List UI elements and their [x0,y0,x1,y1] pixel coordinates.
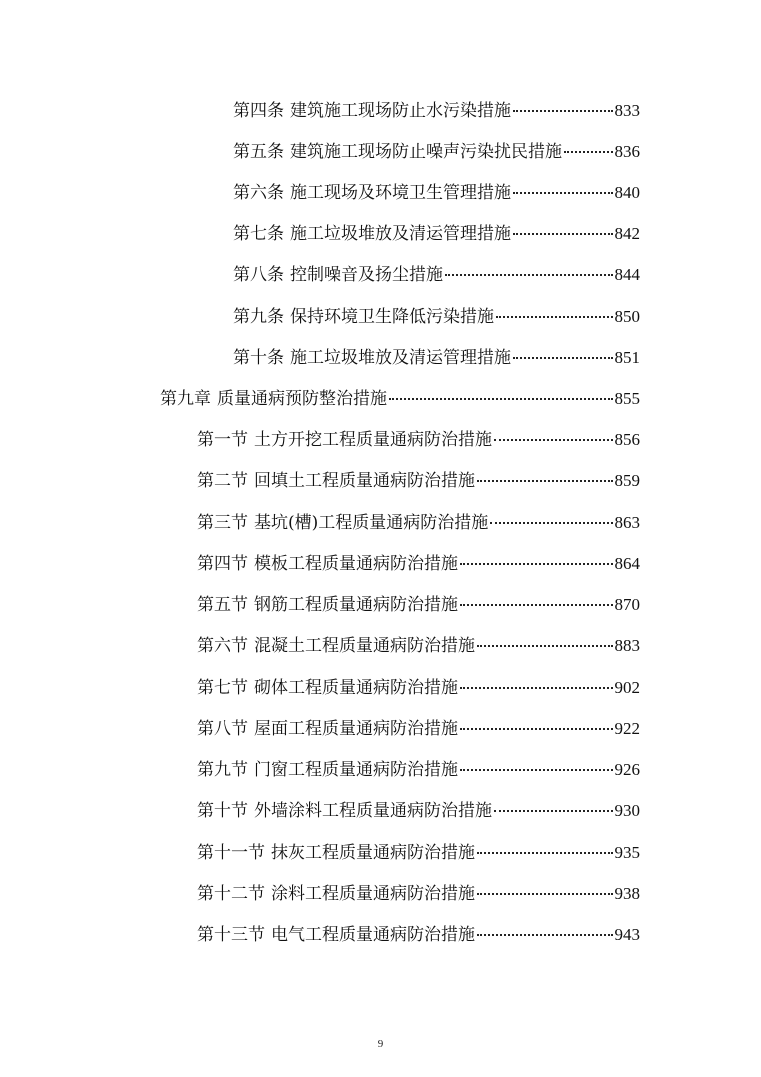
toc-entry[interactable] [233,96,640,126]
toc-entry-page: 836 [614,142,640,161]
toc-entry[interactable] [233,137,640,167]
toc-entry-title: 质量通病预防整治措施 [217,389,387,409]
toc-entry-number: 第四节 [197,554,248,574]
toc-entry-title: 建筑施工现场防止噪声污染扰民措施 [290,142,562,162]
toc-entry-page: 926 [614,760,640,779]
toc-entry-page: 938 [614,884,640,903]
dot-leader [389,398,613,400]
toc-entry-page: 902 [614,678,640,697]
toc-entry-number: 第七条 [233,224,284,244]
toc-entry[interactable] [233,302,640,332]
toc-entry-number: 第一节 [197,430,248,450]
toc-entry-title: 模板工程质量通病防治措施 [254,554,458,574]
toc-entry-page: 943 [614,925,640,944]
toc-entry-page: 844 [614,265,640,284]
toc-entry-page: 870 [614,595,640,614]
toc-entry-title: 外墙涂料工程质量通病防治措施 [254,801,492,821]
toc-entry-page: 833 [614,101,640,120]
toc-entry[interactable] [197,714,640,744]
dot-leader [513,357,613,359]
toc-entry-title: 电气工程质量通病防治措施 [271,925,475,945]
toc-entry[interactable] [197,590,640,620]
toc-entry-number: 第八节 [197,719,248,739]
dot-leader [513,192,613,194]
dot-leader [513,110,613,112]
toc-entry-number: 第二节 [197,471,248,491]
dot-leader [494,810,613,812]
toc-entry-title: 建筑施工现场防止水污染措施 [290,101,511,121]
toc-entry-title: 土方开挖工程质量通病防治措施 [254,430,492,450]
toc-entry-page: 840 [614,183,640,202]
toc-entry-title: 基坑(槽)工程质量通病防治措施 [254,513,489,533]
toc-entry-title: 保持环境卫生降低污染措施 [290,307,494,327]
toc-entry[interactable] [233,260,640,290]
toc-entry-number: 第五节 [197,595,248,615]
toc-entry-title: 回填土工程质量通病防治措施 [254,471,475,491]
toc-entry-number: 第三节 [197,513,248,533]
toc-entry-page: 850 [614,307,640,326]
toc-entry-number: 第十一节 [197,843,265,863]
dot-leader [460,769,613,771]
toc-entry[interactable] [197,508,640,538]
dot-leader [460,687,613,689]
toc-entry-number: 第九章 [160,389,211,409]
toc-entry-title: 屋面工程质量通病防治措施 [254,719,458,739]
toc-chapter-entry[interactable] [160,384,640,414]
toc-entry-title: 控制噪音及扬尘措施 [290,265,443,285]
toc-entry-page: 922 [614,719,640,738]
toc-entry-title: 钢筋工程质量通病防治措施 [254,595,458,615]
toc-entry-page: 930 [614,801,640,820]
toc-entry-title: 混凝土工程质量通病防治措施 [254,636,475,656]
dot-leader [494,439,613,441]
dot-leader [445,274,613,276]
toc-entry-title: 抹灰工程质量通病防治措施 [271,843,475,863]
dot-leader [513,233,613,235]
toc-entry-title: 砌体工程质量通病防治措施 [254,678,458,698]
toc-entry-number: 第十节 [197,801,248,821]
toc-entry[interactable] [197,755,640,785]
toc-entry-number: 第十二节 [197,884,265,904]
dot-leader [477,645,613,647]
toc-entry[interactable] [233,343,640,373]
dot-leader [460,563,613,565]
toc-entry[interactable] [197,673,640,703]
toc-entry[interactable] [197,838,640,868]
toc-entry[interactable] [197,549,640,579]
toc-entry[interactable] [197,920,640,950]
toc-entry[interactable] [197,796,640,826]
toc-entry-number: 第四条 [233,101,284,121]
toc-entry-page: 842 [614,224,640,243]
toc-entry[interactable] [197,425,640,455]
toc-entry-number: 第九节 [197,760,248,780]
toc-entry-page: 851 [614,348,640,367]
toc-entry[interactable] [197,879,640,909]
toc-entry-title: 施工垃圾堆放及清运管理措施 [290,348,511,368]
toc-entry[interactable] [233,178,640,208]
toc-entry[interactable] [197,631,640,661]
toc-entry-page: 935 [614,843,640,862]
toc-entry-title: 施工现场及环境卫生管理措施 [290,183,511,203]
dot-leader [564,151,613,153]
toc-entry-page: 883 [614,636,640,655]
dot-leader [496,316,613,318]
toc-entry-title: 涂料工程质量通病防治措施 [271,884,475,904]
toc-entry-number: 第六条 [233,183,284,203]
toc-entry[interactable] [197,466,640,496]
toc-entry-number: 第九条 [233,307,284,327]
toc-entry-page: 856 [614,430,640,449]
toc-entry[interactable] [233,219,640,249]
toc-entry-page: 863 [614,513,640,532]
toc-entry-number: 第五条 [233,142,284,162]
dot-leader [460,604,613,606]
toc-entry-number: 第八条 [233,265,284,285]
dot-leader [477,480,613,482]
toc-entry-page: 864 [614,554,640,573]
toc-entry-number: 第七节 [197,678,248,698]
toc-entry-title: 施工垃圾堆放及清运管理措施 [290,224,511,244]
toc-entry-number: 第十三节 [197,925,265,945]
dot-leader [490,522,612,524]
toc-entry-number: 第十条 [233,348,284,368]
dot-leader [460,728,613,730]
toc-entry-title: 门窗工程质量通病防治措施 [254,760,458,780]
page-number: 9 [377,1038,384,1050]
dot-leader [477,934,613,936]
dot-leader [477,893,613,895]
toc-entry-page: 855 [614,389,640,408]
dot-leader [477,852,613,854]
toc-entry-number: 第六节 [197,636,248,656]
toc-entry-page: 859 [614,471,640,490]
